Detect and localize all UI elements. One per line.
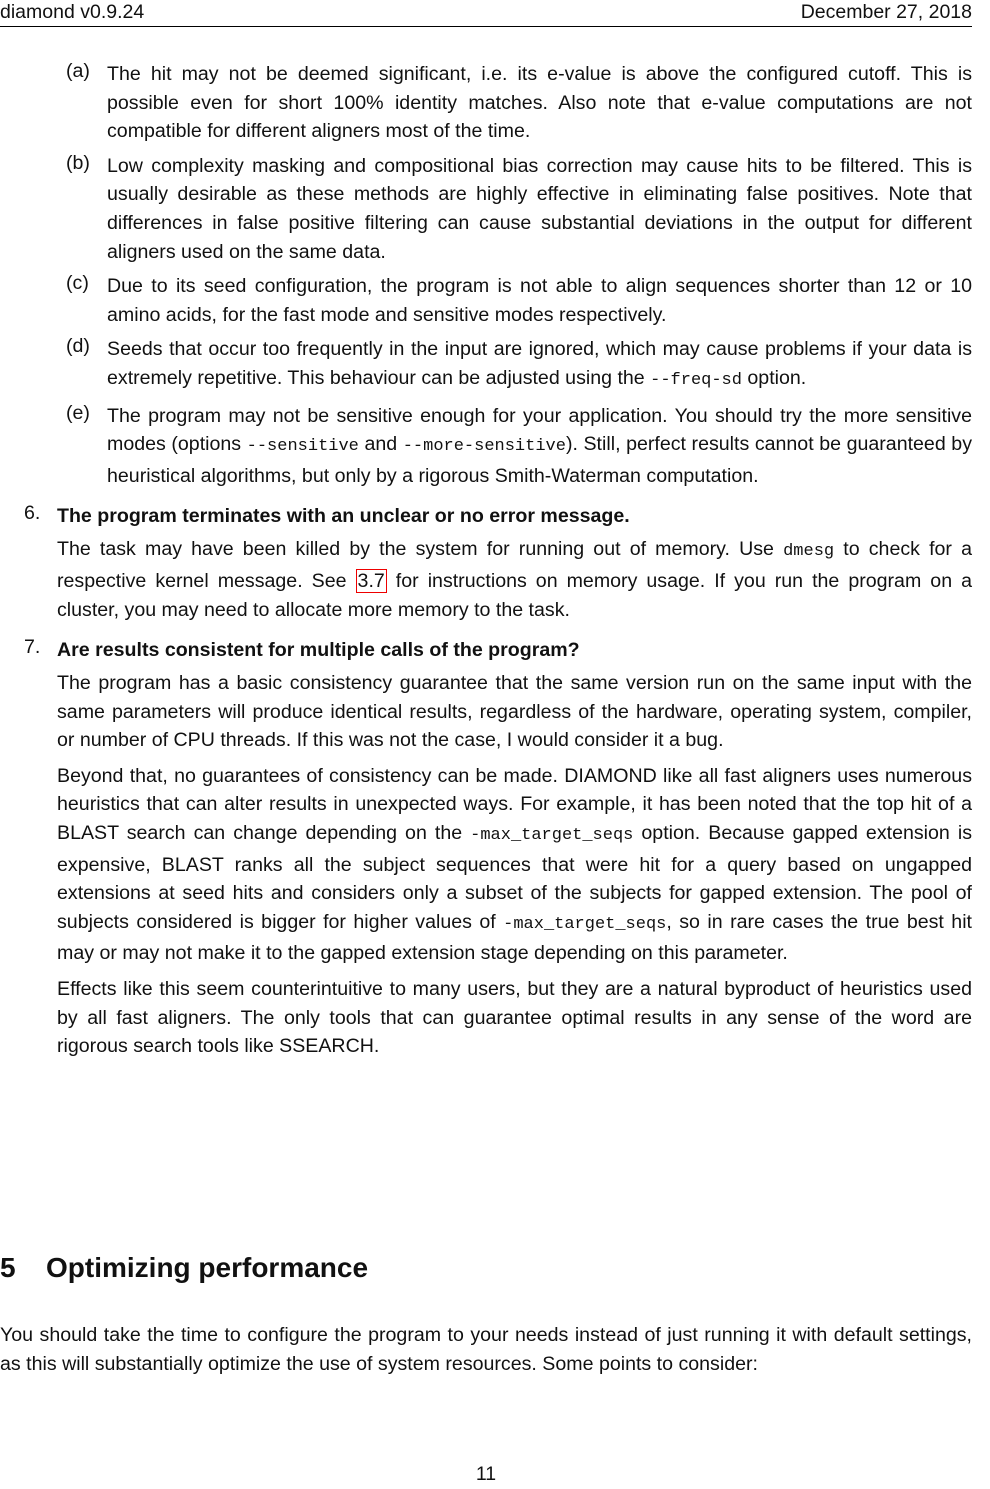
list-label: (c) — [66, 272, 89, 295]
list-text: Seeds that occur too frequently in the input are ignored, which may cause problems if your data is extremely repetitive. This behaviour can be adjusted using the --freq-sd option. — [107, 338, 972, 390]
list-item — [0, 60, 972, 146]
list-text: The hit may not be deemed significant, i.e. its e-value is above the configured cutoff. This is possible even for short 100% identity matches. Also note that e-value computations are not compatible for different aligners most of the time. — [107, 63, 972, 143]
faq-item-6 — [0, 502, 972, 624]
faq-number: 7. — [24, 636, 41, 659]
section-ref-link[interactable]: 3.7 — [357, 569, 385, 592]
command-dmesg: dmesg — [783, 542, 835, 562]
option-max-target-seqs: -max_target_seqs — [470, 826, 634, 846]
section-heading — [0, 1252, 368, 1284]
list-item — [0, 272, 972, 329]
faq-question: The program terminates with an unclear or no error message. — [57, 505, 630, 528]
faq-answer-p1: The program has a basic consistency guarantee that the same version run on the same input with the same parameters will produce identical results, regardless of the hardware, operating system, compiler, or number of CPU threads. If this was not the case, I would consider it a bug. — [57, 672, 972, 752]
list-text: Low complexity masking and compositional bias correction may cause hits to be filtered. This is usually desirable as these methods are highly effective in eliminating false positives. Note that differences in false positive filtering can cause substantial deviations in the output for different aligners used on the same data. — [107, 154, 972, 263]
page-number: 11 — [475, 1463, 497, 1485]
faq-item-7 — [0, 636, 972, 1061]
faq-answer: The task may have been killed by the system for running out of memory. Use dmesg to check for a respective kernel message. See 3.7 for instructions on memory usage. If you run the program on a cluster, you may need to allocate more memory to the task. — [57, 538, 972, 621]
list-label: (d) — [66, 335, 90, 358]
option-sensitive: --sensitive — [246, 437, 359, 457]
list-label: (e) — [66, 401, 90, 424]
faq-answer-p2: Beyond that, no guarantees of consistency can be made. DIAMOND like all fast aligners uses numerous heuristics that can alter results in unexpected ways. For example, it has been noted that the top hit of a BLAST search can change depending on the -max_target_seqs option. Because gapped extension is expensive, BLAST ranks all the subject sequences that were hit for a query based on ungapped extensions at seed hits and considers only a subset of the subjects for gapped extension. The pool of subjects considered is bigger for higher values of -max_target_seqs, so in rare cases the true best hit may or may not make it to the gapped extension stage depending on this parameter. — [57, 764, 972, 965]
section-title: Optimizing performance — [46, 1252, 369, 1283]
header-doc-version: diamond v0.9.24 — [0, 1, 145, 23]
list-label: (b) — [66, 151, 90, 174]
header-date: December 27, 2018 — [800, 1, 972, 23]
list-item — [0, 152, 972, 266]
section-intro: You should take the time to configure the program to your needs instead of just running it with default settings, as this will substantially optimize the use of system resources. Some points to consider: — [0, 1324, 972, 1375]
option-more-sensitive: --more-sensitive — [402, 437, 566, 457]
faq-question: Are results consistent for multiple calls of the program? — [57, 639, 580, 662]
section-number: 5 — [0, 1252, 16, 1283]
list-text: The program may not be sensitive enough for your application. You should try the more sensitive modes (options --sensitive and --more-sensitive). Still, perfect results cannot be guaranteed by heuristical algorithms, but only by a rigorous Smith-Waterman computation. — [107, 404, 972, 487]
option-max-target-seqs: -max_target_seqs — [503, 914, 667, 934]
list-item — [0, 402, 972, 491]
faq-answer-p3: Effects like this seem counterintuitive to many users, but they are a natural byproduct of heuristics used by all fast aligners. The only tools that can guarantee optimal results in any sense of the word are rigorous search tools like SSEARCH. — [57, 978, 972, 1058]
option-freq-sd: --freq-sd — [650, 370, 742, 390]
page-body — [0, 60, 972, 1068]
list-item — [0, 335, 972, 395]
list-label: (a) — [66, 60, 90, 82]
page-header — [0, 0, 972, 27]
faq-number: 6. — [24, 502, 41, 525]
list-text: Due to its seed configuration, the program is not able to align sequences shorter than 12 or 10 amino acids, for the fast mode and sensitive modes respectively. — [107, 275, 972, 326]
